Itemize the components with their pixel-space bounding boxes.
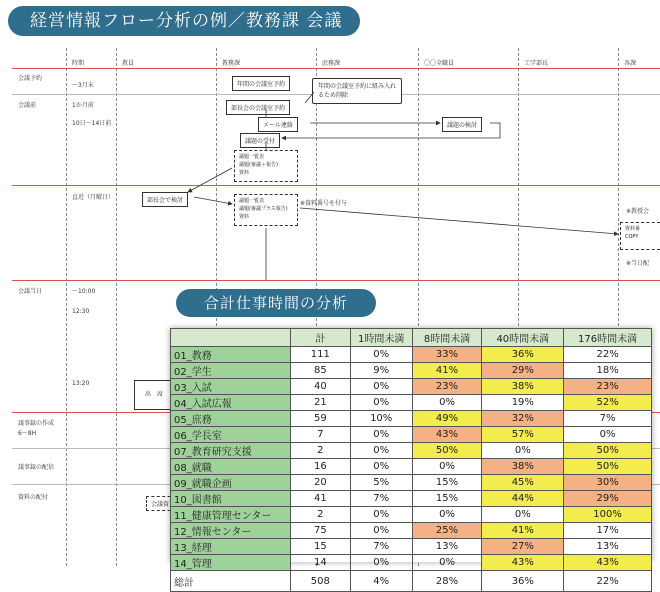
percentage-cell: 4%: [350, 571, 412, 592]
department-name-cell: 02_学生: [171, 363, 291, 379]
percentage-cell: 7%: [350, 491, 412, 507]
table-row: [171, 555, 652, 571]
box-annual-reservation: 年間の会議室予約: [232, 76, 290, 91]
department-name-cell: 04_入試広報: [171, 395, 291, 411]
percentage-cell: 38%: [482, 379, 564, 395]
note-material-number: ※資料番号を付与: [300, 200, 348, 207]
header-cell: 計: [290, 329, 350, 347]
table-row: [171, 475, 652, 491]
department-name-cell: 09_就職企画: [171, 475, 291, 491]
callout-note: 年間の会議室予約に組み入れ るため削除: [312, 78, 402, 104]
percentage-cell: 32%: [482, 411, 564, 427]
analysis-table: [170, 328, 652, 592]
percentage-cell: 0%: [564, 427, 652, 443]
percentage-cell: 0%: [412, 507, 482, 523]
percentage-cell: 27%: [482, 539, 564, 555]
row-time: 〜3月末: [72, 82, 94, 89]
header-cell: 8時間未満: [412, 329, 482, 347]
percentage-cell: 0%: [350, 347, 412, 363]
percentage-cell: 43%: [412, 427, 482, 443]
percentage-cell: 30%: [564, 475, 652, 491]
box-agenda-receive: 議題の受付: [240, 133, 280, 148]
header-cell: 1時間未満: [350, 329, 412, 347]
percentage-cell: 43%: [564, 555, 652, 571]
percentage-cell: 5%: [350, 475, 412, 491]
percentage-cell: 10%: [350, 411, 412, 427]
percentage-cell: 0%: [350, 443, 412, 459]
department-name-cell: 01_教務: [171, 347, 291, 363]
percentage-cell: 18%: [564, 363, 652, 379]
percentage-cell: 23%: [412, 379, 482, 395]
percentage-cell: 19%: [482, 395, 564, 411]
percentage-cell: 44%: [482, 491, 564, 507]
box-agenda-check: 議題の検討: [442, 117, 482, 132]
total-count-cell: 15: [290, 539, 350, 555]
percentage-cell: 9%: [350, 363, 412, 379]
section-title: 合計仕事時間の分析: [176, 289, 376, 317]
document-agenda-list-2: 議題一覧表 議題(審議プラス報告) 資料: [234, 194, 298, 226]
row-label-reservation: 会議予約: [18, 75, 43, 82]
row-label-before-meeting: 会議前: [18, 102, 37, 109]
row-time: 12:30: [72, 308, 90, 315]
total-count-cell: 2: [290, 443, 350, 459]
percentage-cell: 7%: [350, 539, 412, 555]
table-row: [171, 539, 652, 555]
percentage-cell: 36%: [482, 347, 564, 363]
percentage-cell: 0%: [350, 379, 412, 395]
percentage-cell: 0%: [482, 443, 564, 459]
percentage-cell: 28%: [412, 571, 482, 592]
page-title: 経営情報フロー分析の例／教務課 会議運営: [8, 6, 360, 36]
column-header-period: 時期: [72, 60, 85, 67]
box-attendance: 出 席: [134, 380, 174, 410]
total-count-cell: 2: [290, 507, 350, 523]
total-count-cell: 508: [290, 571, 350, 592]
percentage-cell: 50%: [412, 443, 482, 459]
row-time: 1か月前: [72, 102, 94, 109]
percentage-cell: 7%: [564, 411, 652, 427]
total-count-cell: 85: [290, 363, 350, 379]
total-count-cell: 41: [290, 491, 350, 507]
column-header-general-affairs: 庶務課: [322, 60, 341, 67]
table-row: [171, 523, 652, 539]
note-same-day: ※当日配: [626, 260, 650, 267]
total-count-cell: 40: [290, 379, 350, 395]
row-time: 〜10:00: [72, 288, 96, 295]
total-count-cell: 75: [290, 523, 350, 539]
header-cell: [171, 329, 291, 347]
percentage-cell: 45%: [482, 475, 564, 491]
row-time: 13:20: [72, 380, 90, 387]
total-count-cell: 111: [290, 347, 350, 363]
percentage-cell: 0%: [412, 459, 482, 475]
column-header-academic-affairs: 教務課: [222, 60, 241, 67]
total-count-cell: 7: [290, 427, 350, 443]
table-row: [171, 395, 652, 411]
column-header-dean: 工学部長: [524, 60, 549, 67]
row-label-material-distribution: 資料の配付: [18, 494, 49, 501]
total-count-cell: 59: [290, 411, 350, 427]
column-header-all-staff: 〇〇全職員: [424, 60, 455, 67]
table-body: [171, 347, 652, 592]
percentage-cell: 0%: [412, 555, 482, 571]
row-label-minutes-delivery: 議事録の配信: [18, 464, 55, 471]
percentage-cell: 36%: [482, 571, 564, 592]
table-header-row: [171, 329, 652, 347]
department-name-cell: 10_図書館: [171, 491, 291, 507]
header-cell: 176時間未満: [564, 329, 652, 347]
percentage-cell: 23%: [564, 379, 652, 395]
percentage-cell: 0%: [350, 555, 412, 571]
department-name-cell: 12_情報センター: [171, 523, 291, 539]
row-time: 10日〜14日前: [72, 120, 112, 127]
percentage-cell: 41%: [412, 363, 482, 379]
total-count-cell: 14: [290, 555, 350, 571]
department-name-cell: 05_庶務: [171, 411, 291, 427]
total-count-cell: 16: [290, 459, 350, 475]
table-row: [171, 379, 652, 395]
percentage-cell: 49%: [412, 411, 482, 427]
percentage-cell: 17%: [564, 523, 652, 539]
percentage-cell: 22%: [564, 347, 652, 363]
table-row: [171, 491, 652, 507]
department-name-cell: 14_管理: [171, 555, 291, 571]
row-label-minutes-creation: 議事録の作成: [18, 420, 55, 427]
table-row: [171, 427, 652, 443]
department-name-cell: 07_教育研究支援: [171, 443, 291, 459]
percentage-cell: 33%: [412, 347, 482, 363]
department-name-cell: 13_経理: [171, 539, 291, 555]
table-row: [171, 507, 652, 523]
document-agenda-list-1: 議題一覧表 議題(審議＋報告) 資料: [234, 150, 298, 182]
percentage-cell: 43%: [482, 555, 564, 571]
department-name-cell: 11_健康管理センター: [171, 507, 291, 523]
table-row: [171, 363, 652, 379]
total-count-cell: 21: [290, 395, 350, 411]
column-header-faculty: 教員: [122, 60, 135, 67]
percentage-cell: 0%: [350, 395, 412, 411]
percentage-cell: 0%: [350, 459, 412, 475]
row-time: 直近（月曜日）: [72, 194, 115, 201]
header-cell: 40時間未満: [482, 329, 564, 347]
table-total-row: [171, 571, 652, 592]
percentage-cell: 50%: [564, 459, 652, 475]
percentage-cell: 0%: [350, 507, 412, 523]
document-right-material: 資料番 COPY: [620, 222, 660, 250]
percentage-cell: 0%: [350, 523, 412, 539]
row-label-meeting-day: 会議当日: [18, 288, 43, 295]
table-row: [171, 347, 652, 363]
percentage-cell: 41%: [482, 523, 564, 539]
row-label-minutes-hours: 6〜8H: [18, 430, 37, 437]
box-dept-meeting-reservation: 部長会の会議室予約: [226, 100, 290, 115]
percentage-cell: 100%: [564, 507, 652, 523]
percentage-cell: 13%: [412, 539, 482, 555]
percentage-cell: 25%: [412, 523, 482, 539]
percentage-cell: 50%: [564, 443, 652, 459]
percentage-cell: 13%: [564, 539, 652, 555]
total-count-cell: 20: [290, 475, 350, 491]
note-faculty-meeting: ※教授会: [626, 208, 650, 215]
department-name-cell: 06_学長室: [171, 427, 291, 443]
percentage-cell: 52%: [564, 395, 652, 411]
percentage-cell: 22%: [564, 571, 652, 592]
box-dept-review: 部長会で検討: [142, 192, 188, 207]
percentage-cell: 29%: [564, 491, 652, 507]
table-row: [171, 459, 652, 475]
box-mail: メール連絡: [258, 117, 298, 132]
table-row: [171, 443, 652, 459]
box-meeting-materials: 会議資: [146, 496, 176, 511]
department-name-cell: 03_入試: [171, 379, 291, 395]
department-name-cell: 08_就職: [171, 459, 291, 475]
column-header-sections: 各課: [624, 60, 637, 67]
percentage-cell: 38%: [482, 459, 564, 475]
work-hours-table: [170, 328, 652, 589]
percentage-cell: 29%: [482, 363, 564, 379]
percentage-cell: 15%: [412, 475, 482, 491]
percentage-cell: 0%: [350, 427, 412, 443]
percentage-cell: 57%: [482, 427, 564, 443]
percentage-cell: 15%: [412, 491, 482, 507]
percentage-cell: 0%: [412, 395, 482, 411]
department-name-cell: 総計: [171, 571, 291, 592]
percentage-cell: 0%: [482, 507, 564, 523]
table-row: [171, 411, 652, 427]
